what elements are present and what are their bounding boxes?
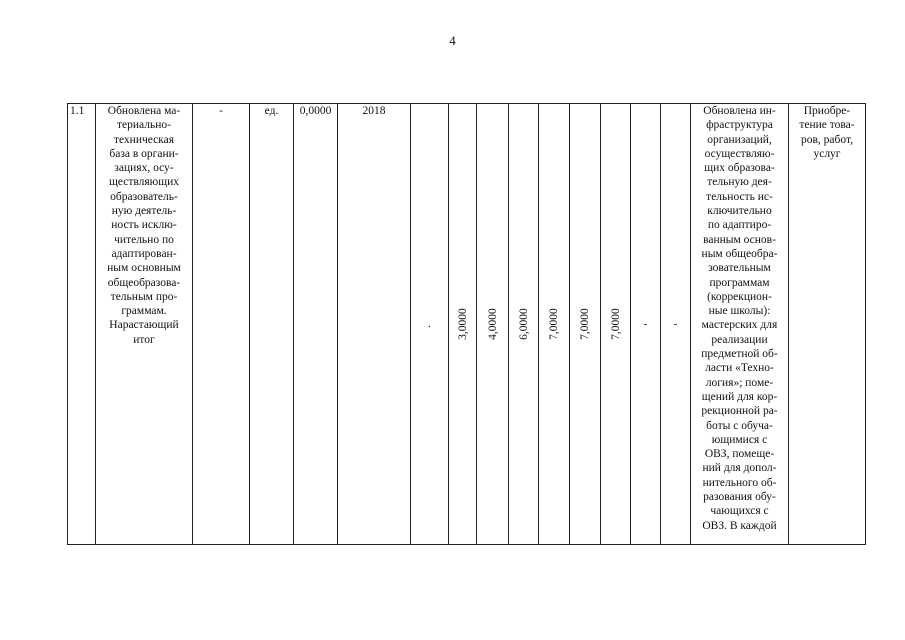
- value-text-8: -: [643, 317, 648, 330]
- value-cell-8: [631, 104, 661, 545]
- value-text-1: .: [428, 317, 431, 330]
- value-cell-1: [411, 104, 449, 545]
- value-cell-3: [477, 104, 509, 545]
- indicator-name: Обновлена ма- териально- техническая база в органи- зациях, осу- ществляющих образователь- ную деятель- ность исклю- чительно по адаптирован- ным основным общеобразова- тельным про- граммам. Нарастающий итог: [107, 105, 181, 346]
- expense-type-cell: [789, 104, 866, 545]
- value-cell-2: [449, 104, 477, 545]
- row-number-cell: 1.1: [68, 104, 96, 545]
- value-text-5: 7,0000: [547, 308, 560, 340]
- description-cell: [691, 104, 789, 545]
- value-cell-4: [509, 104, 539, 545]
- value-text-9: -: [673, 317, 678, 330]
- value-text-4: 6,0000: [517, 308, 530, 340]
- value-text-6: 7,0000: [578, 308, 591, 340]
- description-text: Обновлена ин- фраструктура организаций, осуществляю- щих образова- тельную дея- тельность ис- ключительно по адаптиро- ванным основ- ным общеобра- зовательным программам (коррекцион- ные школы): мастерских для реализации предметной об- ласти «Техно- логия»; поме- щений для кор- рекционной ра- боты с обуча- ющимися с ОВЗ, помеще- ний для допол- нительного об- разования обу- чающихся с ОВЗ. В каждой: [701, 105, 778, 532]
- value-cell-7: [601, 104, 631, 545]
- value-text-3: 4,0000: [486, 308, 499, 340]
- column-3-cell: -: [193, 104, 250, 545]
- value-text-2: 3,0000: [456, 308, 469, 340]
- value-text-7: 7,0000: [609, 308, 622, 340]
- value-cell-5: [539, 104, 570, 545]
- base-year-cell: 2018: [338, 104, 411, 545]
- unit-cell: ед.: [250, 104, 294, 545]
- value-cell-9: [661, 104, 691, 545]
- table-row: [68, 104, 866, 545]
- indicator-table: [67, 103, 866, 545]
- page-number: 4: [449, 33, 456, 48]
- base-value-cell: 0,0000: [294, 104, 338, 545]
- value-cell-6: [570, 104, 601, 545]
- expense-type-text: Приобре- тение това- ров, работ, услуг: [799, 105, 855, 160]
- indicator-name-cell: [96, 104, 193, 545]
